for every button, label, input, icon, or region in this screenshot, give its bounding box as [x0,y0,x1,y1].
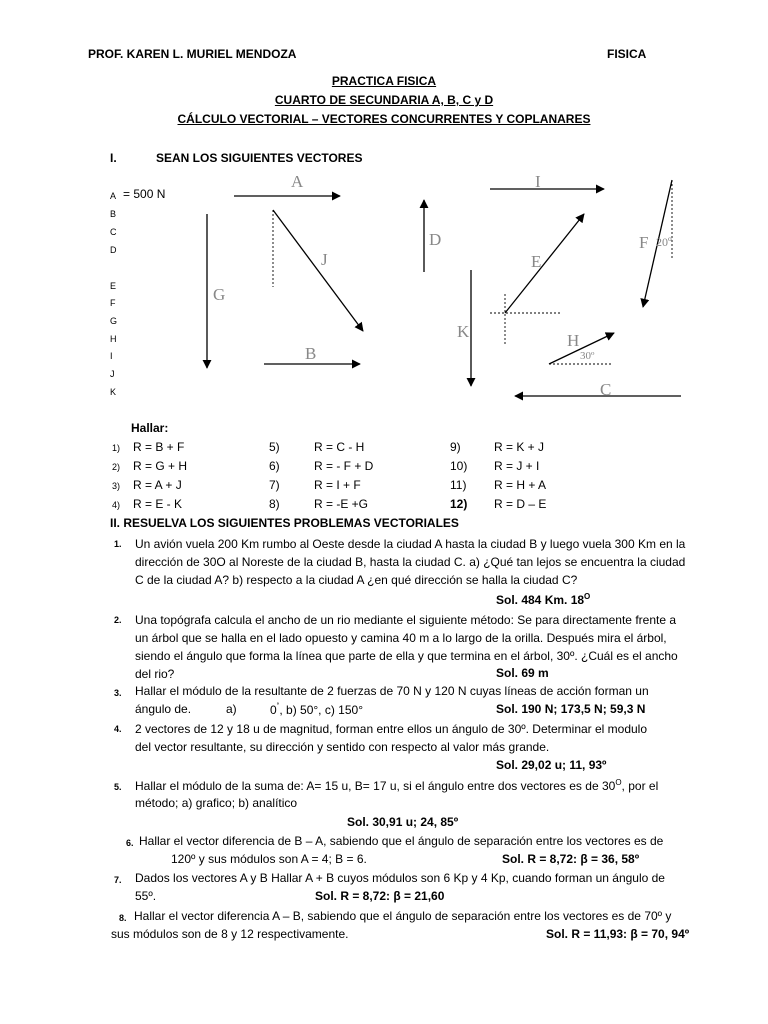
letter-h: H [110,334,117,344]
label-k: K [457,322,470,341]
letter-e: E [110,281,117,291]
p8-solution: Sol. R = 11,93: β = 70, 94º [546,927,690,941]
label-g: G [213,285,226,304]
p6-number: 6. [126,838,134,848]
label-d: D [429,230,442,249]
hallar-eq9: R = K + J [494,440,545,454]
hallar-n11: 11) [450,478,467,492]
p6-line2: 120º y sus módulos son A = 4; B = 6. [171,852,367,866]
label-h: H [567,331,580,350]
p3-line2c: 0˚, b) 50°, c) 150° [270,702,363,717]
hallar-eq5: R = C - H [314,440,365,454]
title-tema: CÁLCULO VECTORIAL – VECTORES CONCURRENTES Y COPLANARES [177,112,591,126]
hallar-n4: 4) [112,500,121,510]
hallar-n7: 7) [269,478,280,492]
letter-a: A [110,191,117,201]
letter-j: J [110,369,115,379]
hallar-eq1: R = B + F [133,440,185,454]
p1-solution: Sol. 484 Km. $18^O$ [496,592,591,607]
hallar-eq10: R = J + I [494,459,540,473]
p4-text: 2 vectores de 12 y 18 u de magnitud, forman entre ellos un ángulo de 30º. Determinar el modulo del vector resultante, su dirección y sentido con respecto al valor más grande. [135,722,648,754]
label-j: J [321,250,328,269]
p5-number: 5. [114,782,122,792]
p3-number: 3. [114,688,122,698]
label-e: E [531,252,542,271]
p3-line2b: a) [226,702,237,716]
p3-line1: Hallar el módulo de la resultante de 2 fuerzas de 70 N y 120 N cuyas líneas de acción forman un [135,684,649,698]
title-practica: PRACTICA FISICA [331,74,437,88]
hallar-n1: 1) [112,443,121,453]
section2-title: II. RESUELVA LOS SIGUIENTES PROBLEMAS VECTORIALES [110,516,459,530]
author-name: PROF. KAREN L. MURIEL MENDOZA [88,47,297,61]
p4-solution: Sol. 29,02 u; 11, 93º [496,758,607,772]
p1-number: 1. [114,539,122,549]
letter-k: K [110,387,117,397]
label-f: F [639,233,649,252]
p2-text: Una topógrafa calcula el ancho de un rio mediante el siguiente método: Se para directamente frente a un árbol que se halla en el lado opuesto y camina 40 m a lo largo de la orilla. Después mira el árbol, siendo el ángulo que forma la línea que parte de ella y que termina en el árbol, 30º. ¿Cuál es el ancho del rio? [135,613,678,681]
section1-number: I. [110,151,117,165]
p2-number: 2. [114,615,122,625]
hallar-n2: 2) [112,462,121,472]
hallar-eq6: R = - F + D [314,459,374,473]
letter-f: F [110,298,116,308]
p5-solution: Sol. 30,91 u; 24, 85º [347,815,459,829]
p8-number: 8. [119,913,127,923]
letter-d: D [110,245,117,255]
p7-line1: Dados los vectores A y B Hallar A + B cuyos módulos son 6 Kp y 4 Kp, cuando forman un ángulo de [135,871,665,885]
letter-c: C [110,227,117,237]
hallar-n12: 12) [450,497,468,511]
p8-line1: Hallar el vector diferencia A – B, sabiendo que el ángulo de separación entre los vectores es de 70º y [134,909,672,923]
vector-j-arrow [273,210,363,331]
label-b: B [305,344,317,363]
p3-line2a: ángulo de. [135,702,192,716]
hallar-n5: 5) [269,440,280,454]
subject-label: FISICA [607,47,647,61]
letter-i: I [110,351,113,361]
label-i: I [535,172,541,191]
letter-b: B [110,209,117,219]
p5-line2: método; a) grafico; b) analítico [135,796,298,810]
p3-solution: Sol. 190 N; 173,5 N; 59,3 N [496,702,646,716]
title-curso: CUARTO DE SECUNDARIA A, B, C y D [274,93,494,107]
label-a: A [291,172,304,191]
p1-text: Un avión vuela 200 Km rumbo al Oeste desde la ciudad A hasta la ciudad B y luego vuela 300 Km en la dirección de 30O al Noreste de la ciudad B, hasta la ciudad C. a) ¿Qué tan lejos se encuentra la ciudad C de la ciudad A? b) respecto a la ciudad A ¿en qué dirección se halla la ciudad C? [135,537,686,587]
hallar-n6: 6) [269,459,280,473]
hallar-eq2: R = G + H [133,459,188,473]
hallar-eq4: R = E - K [133,497,183,511]
vector-diagram [0,0,768,420]
p4-number: 4. [114,724,122,734]
p6-solution: Sol. R = 8,72: β = 36, 58º [502,852,640,866]
p6-line1: Hallar el vector diferencia de B – A, sabiendo que el ángulo de separación entre los vectores es de [139,834,664,848]
p7-number: 7. [114,875,122,885]
hallar-eq7: R = I + F [314,478,361,492]
p5-line1: Hallar el módulo de la suma de: A= 15 u, B= 17 u, si el ángulo entre dos vectores es de $30^O$, por el [135,778,659,793]
label-h-angle: 30º [580,350,595,362]
hallar-eq3: R = A + J [133,478,182,492]
label-f-angle: 20º [656,235,672,249]
a-value: = 500 N [123,187,166,201]
section1-title: SEAN LOS SIGUIENTES VECTORES [156,151,363,165]
hallar-eq11: R = H + A [494,478,547,492]
hallar-eq12: R = D – E [494,497,547,511]
vector-e-arrow [505,214,584,313]
p2-solution: Sol. 69 m [496,666,549,680]
p7-solution: Sol. R = 8,72: β = 21,60 [315,889,445,903]
hallar-title: Hallar: [131,421,169,435]
p8-line2: sus módulos son de 8 y 12 respectivamente. [111,927,349,941]
hallar-n9: 9) [450,440,461,454]
letter-g: G [110,316,118,326]
hallar-n10: 10) [450,459,468,473]
hallar-eq8: R = -E +G [314,497,369,511]
hallar-n8: 8) [269,497,280,511]
label-c: C [600,380,612,399]
hallar-n3: 3) [112,481,121,491]
p7-line2: 55º. [135,889,157,903]
